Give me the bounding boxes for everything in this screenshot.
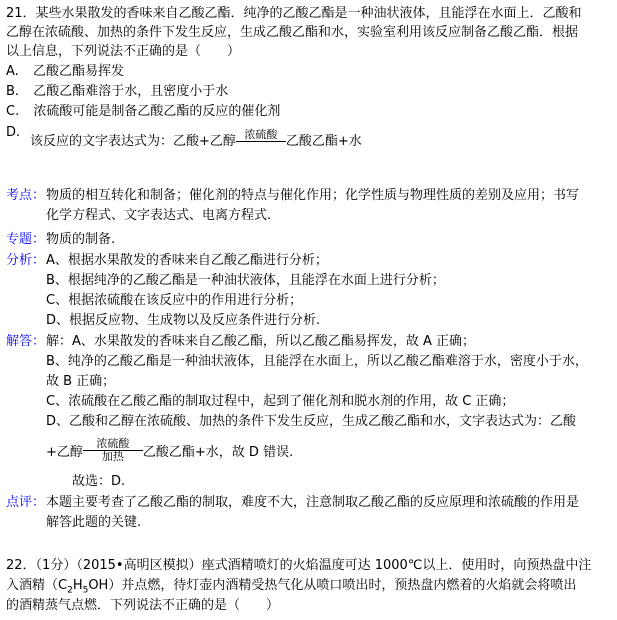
kaodian-line-1: 物质的相互转化和制备；催化剂的特点与催化作用；化学性质与物理性质的差别及应用；书写 [46, 188, 580, 203]
zhuanti-text: 物质的制备. [46, 232, 116, 247]
fenxi-line-2: B、根据纯净的乙酸乙酯是一种油状液体，且能浮在水面上进行分析； [46, 273, 445, 288]
option-letter: A. [6, 64, 19, 79]
q21-stem-line-2: 乙醇在浓硫酸、加热的条件下发生反应，生成乙酸乙酯和水，实验室利用该反应制备乙酸乙酯．根据 [6, 25, 579, 40]
subscript: 2 [67, 585, 73, 596]
option-text-after: 乙酸乙酯+水 [285, 134, 362, 149]
jieda-equation [46, 437, 294, 465]
jieda-line-3: 故 B 正确； [46, 374, 116, 389]
fenxi-line-4: D、根据反应物、生成物以及反应条件进行分析. [46, 313, 321, 328]
dianping-line-2: 解答此题的关键. [46, 515, 142, 530]
arrow-condition-over: 浓硫酸 [96, 437, 130, 450]
q22-text-2: H [72, 578, 83, 593]
eq-after: 乙酸乙酯+水，故 D 错误. [142, 445, 294, 460]
jieda-line-1: 解：A、水果散发的香味来自乙酸乙酯，所以乙酸乙酯易挥发，故 A 正确； [46, 334, 476, 349]
kaodian-line-2: 化学方程式、文字表达式、电离方程式. [46, 208, 272, 223]
q21-option-a [6, 64, 124, 80]
fenxi-label: 分析： [6, 253, 46, 268]
jieda-line-5: D、乙酸和乙醇在浓硫酸、加热的条件下发生反应，生成乙酸乙酯和水，文字表达式为：乙酸 [46, 414, 577, 429]
jieda-label: 解答： [6, 334, 46, 349]
q22-line-2 [6, 578, 576, 599]
q22-line-1: 22．（1分）（2015•高明区模拟）座式酒精喷灯的火焰温度可达 1000℃以上．使用时，向预热盘中注 [6, 558, 592, 573]
fenxi-line-3: C、根据浓硫酸在该反应中的作用进行分析； [46, 293, 303, 308]
jieda-line-2: B、纯净的乙酸乙酯是一种油状液体，且能浮在水面上，所以乙酸乙酯难溶于水，密度小于水， [46, 354, 588, 369]
q22-text-3: OH）并点燃，待灯壶内酒精受热气化从喷口喷出时，预热盘内燃着的火焰就会将喷出 [88, 578, 577, 593]
jieda-choice: 故选：D. [72, 474, 126, 489]
q21-stem-line-3: 以上信息，下列说法不正确的是（ ） [6, 44, 241, 59]
q22-line-3: 的酒精蒸气点燃．下列说法不正确的是（ ） [6, 598, 280, 613]
subscript: 5 [82, 585, 89, 596]
option-letter: C. [6, 104, 20, 119]
jieda-line-4: C、浓硫酸在乙酸乙酯的制取过程中，起到了催化剂和脱水剂的作用，故 C 正确； [46, 394, 515, 409]
option-text: 浓硫酸可能是制备乙酸乙酯的反应的催化剂 [33, 104, 281, 119]
option-text-before: 该反应的文字表达式为：乙酸+乙醇 [30, 134, 236, 149]
q21-option-d-letter: D. [6, 125, 21, 140]
q21-option-d [30, 128, 362, 150]
kaodian-label: 考点： [6, 188, 46, 203]
reaction-arrow [83, 438, 143, 463]
q21-stem-line-1: 21．某些水果散发的香味来自乙酸乙酯．纯净的乙酸乙酯是一种油状液体，且能浮在水面上．乙酸和 [6, 6, 582, 21]
eq-before: +乙醇 [46, 445, 83, 460]
dianping-label: 点评： [6, 495, 46, 510]
option-text: 乙酸乙酯易挥发 [32, 64, 124, 79]
reaction-arrow [236, 129, 286, 142]
option-letter: B. [6, 84, 20, 99]
q22-text-1: 入酒精（C [6, 578, 68, 593]
arrow-line [236, 141, 286, 142]
zhuanti-label: 专题： [6, 232, 46, 247]
fenxi-line-1: A、根据水果散发的香味来自乙酸乙酯进行分析； [46, 253, 328, 268]
q21-option-c [6, 104, 280, 120]
q21-option-b [6, 84, 228, 100]
dianping-line-1: 本题主要考查了乙酸乙酯的制取，难度不大，注意制取乙酸乙酯的反应原理和浓硫酸的作用是 [46, 495, 580, 510]
arrow-condition: 浓硫酸 [244, 128, 278, 141]
option-text: 乙酸乙酯难溶于水，且密度小于水 [33, 84, 229, 99]
arrow-condition-under: 加热 [101, 450, 124, 463]
